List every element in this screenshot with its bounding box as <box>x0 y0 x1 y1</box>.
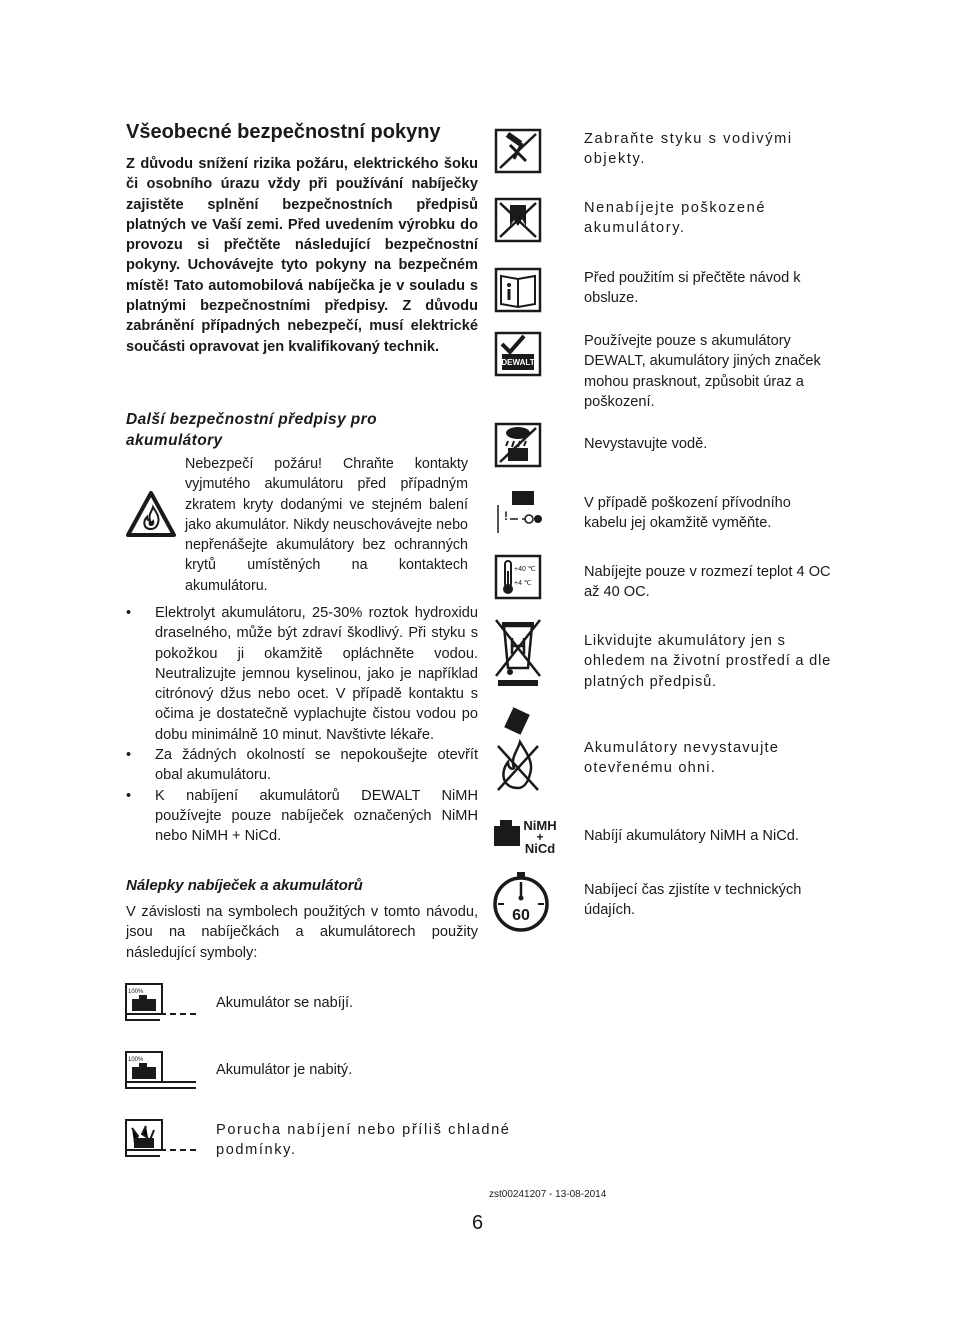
temperature-range-icon <box>492 553 544 601</box>
temp-low-label: +4 ℃ <box>514 580 532 587</box>
plus-label: + <box>536 830 544 844</box>
symbol-text-cord: V případě poškození přívodního kabelu jej okamžitě vyměňte. <box>584 495 791 532</box>
intro-paragraph: Z důvodu snížení rizika požáru, elektrického šoku či osobního úrazu vždy při používání nabíječky zajistěte splnění bezpečnostních předpisů platných ve Vaší zemi. Před uvedením výrobku do provozu si přečtěte následující bezpečnostní pokyny. Uchovávejte tyto pokyny na bezpečném místě! Tato automobilová nabíječka je v souladu s platnými bezpečnostními předpisy. Z důvodu zabránění případných nebezpečí, musí elektrické součásti opravovat jen kvalifikovaný technik. <box>126 156 478 355</box>
bullet-mark: • <box>126 787 132 804</box>
battery-rules-list <box>126 603 478 847</box>
list-item-text: K nabíjení akumulátorů DEWALT NiMH používejte pouze nabíječek označených NiMH nebo NiMH + NiCd. <box>155 787 478 845</box>
full-label: 100% <box>128 989 144 995</box>
symbol-text-nimh: Nabíjí akumulátory NiMH a NiCd. <box>584 828 799 844</box>
fire-warning-text: Nebezpečí požáru! Chraňte kontakty vyjmutého akumulátoru před případným zkratem kryty dodanými ve stejném balení jako akumulátor. Nikdy neuschovávejte nebo nepřenášejte akumulátory bez ochranných krytů umístěných na kontaktech akumulátoru. <box>185 456 468 594</box>
charge-state-charged: Akumulátor je nabitý. <box>216 1062 353 1078</box>
charge-state-charging: Akumulátor se nabíjí. <box>216 995 354 1011</box>
full-label: 100% <box>128 1057 144 1063</box>
symbol-text-time: Nabíjecí čas zjistíte v technických údajích. <box>584 882 802 919</box>
charge-state-fault: Porucha nabíjení nebo příliš chladné podmínky. <box>216 1122 511 1159</box>
dewalt-battery-only-icon <box>492 330 544 378</box>
no-water-icon <box>492 421 544 469</box>
nicd-label: NiCd <box>524 841 556 856</box>
section-title: Všeobecné bezpečnostní pokyny <box>126 121 441 143</box>
bullet-mark: • <box>126 747 132 764</box>
stickers-text: V závislosti na symbolech použitých v tomto návodu, jsou na nabíječkách a akumulátorech použity následující symboly: <box>126 904 478 961</box>
charge-fault-icon <box>124 1118 198 1160</box>
nimh-nicd-icon <box>492 816 568 858</box>
symbol-text-damaged: Nenabíjejte poškozené akumulátory. <box>584 200 767 237</box>
battery-rules-title: Další bezpečnostní předpisy pro akumulátory <box>126 411 377 449</box>
charge-time-icon <box>492 872 550 932</box>
symbol-text-dewalt: Používejte pouze s akumulátory DEWALT, akumulátory jiných značek mohou prasknout, způsobit úraz a poškození. <box>584 333 821 410</box>
symbol-text-water: Nevystavujte vodě. <box>584 436 708 452</box>
symbol-text-manual: Před použitím si přečtěte návod k obsluze. <box>584 270 801 307</box>
list-item-text: Elektrolyt akumulátoru, 25-30% roztok hydroxidu draselného, může být zdraví škodlivý. Při styku s pokožkou ji okamžitě opláchněte vodou. Neutralizujte jemnou kyselinou, jako je například citrónový džus nebo ocet. V případě kontaktu s očima je dostatečně vyplachujte čistou vodou po dobu minimálně 10 minut. Navštivte lékaře. <box>155 605 478 743</box>
document-id: zst00241207 - 13-08-2014 <box>489 1189 607 1200</box>
replace-cord-icon <box>492 489 544 535</box>
no-fire-icon <box>492 706 544 794</box>
bullet-mark: • <box>126 605 132 621</box>
recycling-bin-icon <box>492 618 544 688</box>
symbol-text-temperature: Nabíjejte pouze v rozmezí teplot 4 OC až 40 OC. <box>584 564 831 601</box>
page-number: 6 <box>472 1212 484 1234</box>
symbol-text-conductive: Zabraňte styku s vodivými objekty. <box>584 131 793 168</box>
list-item <box>126 745 478 786</box>
charged-icon <box>124 1050 198 1092</box>
no-damaged-battery-icon <box>492 196 544 244</box>
symbol-text-recycling: Likvidujte akumulátory jen s ohledem na životní prostředí a dle platných předpisů. <box>584 633 832 690</box>
nimh-label: NiMH <box>523 818 557 833</box>
symbol-text-fire: Akumulátory nevystavujte otevřenému ohni. <box>584 740 780 777</box>
charging-icon <box>124 982 198 1024</box>
dewalt-logo-text: DEWALT <box>501 358 535 367</box>
fire-warning-icon <box>126 490 176 538</box>
svg-text:!: ! <box>504 509 508 523</box>
list-item <box>126 786 478 847</box>
read-manual-icon <box>492 266 544 314</box>
timer-label: 60 <box>512 907 530 924</box>
stickers-title: Nálepky nabíječek a akumulátorů <box>126 877 363 894</box>
list-item <box>126 603 478 745</box>
temp-high-label: +40 ℃ <box>514 566 536 573</box>
list-item-text: Za žádných okolností se nepokoušejte otevřít obal akumulátoru. <box>155 747 478 784</box>
no-conductive-objects-icon <box>492 127 544 175</box>
